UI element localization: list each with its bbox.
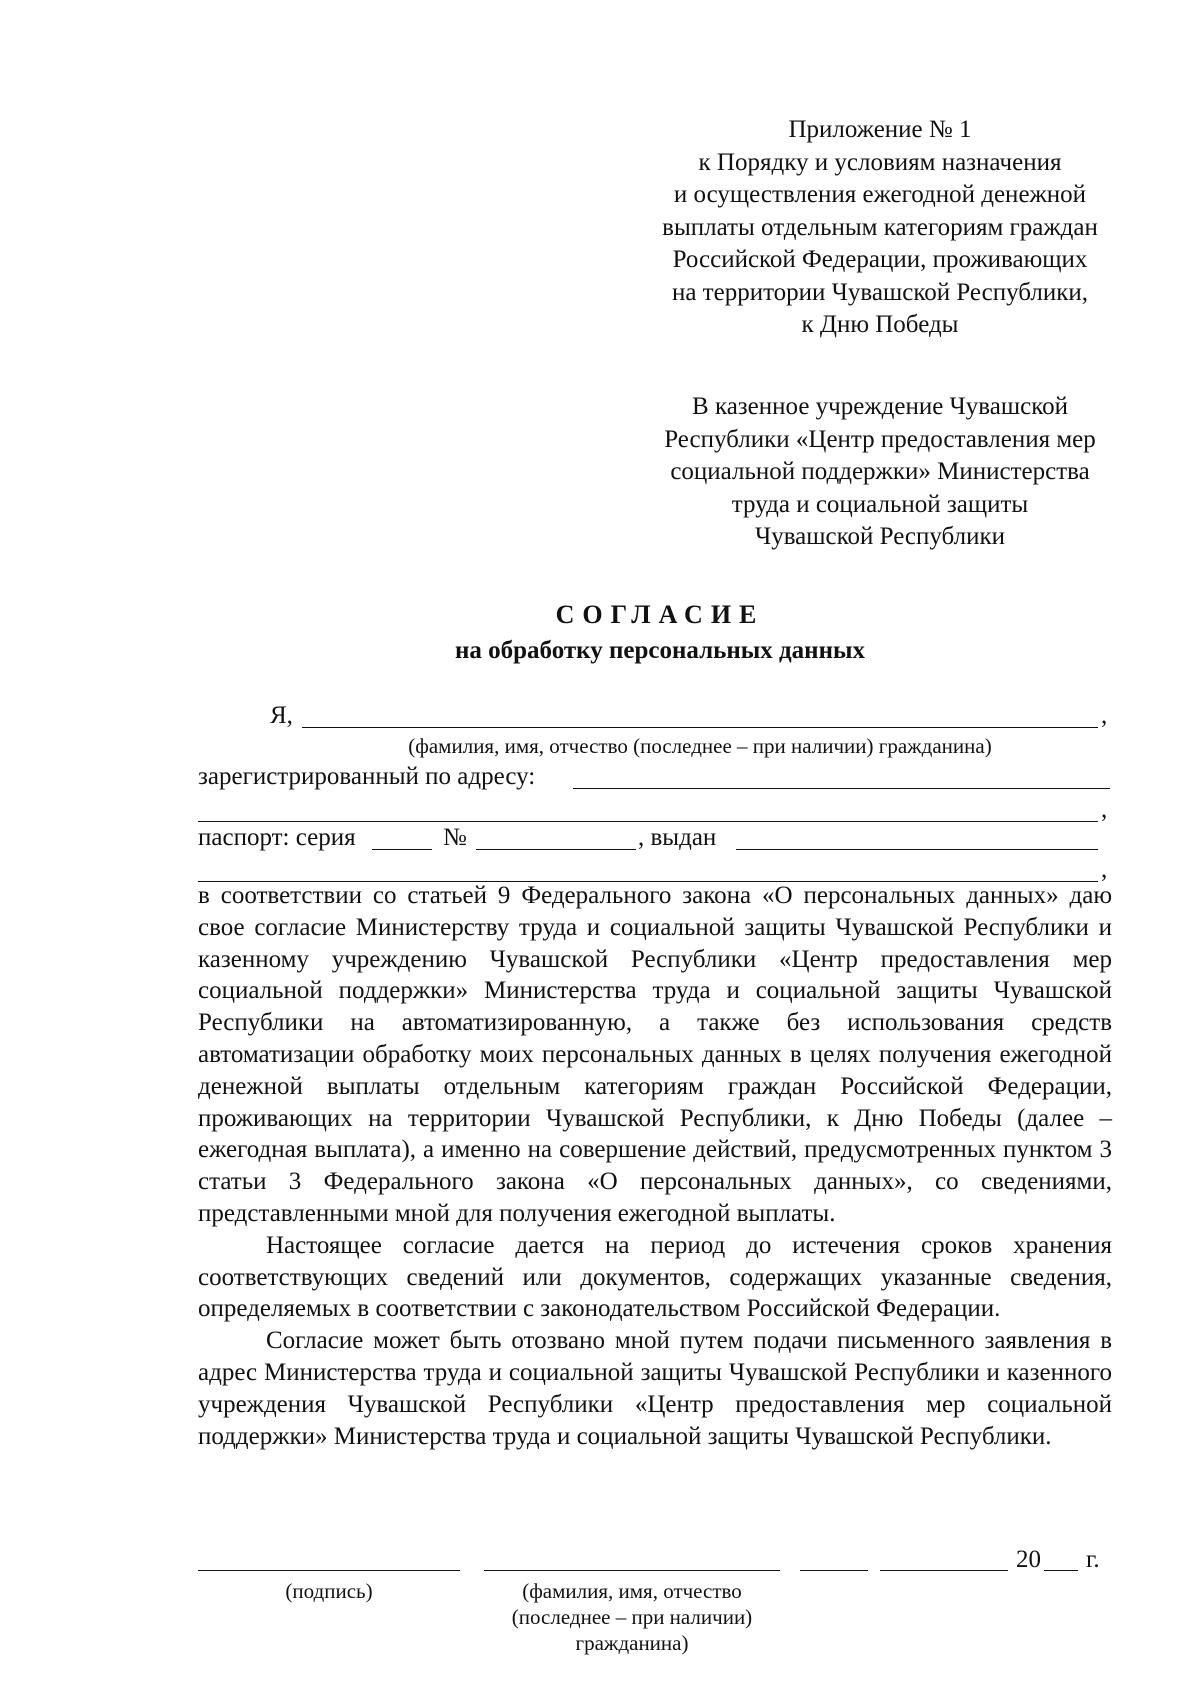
passport-number-field[interactable] — [476, 849, 636, 850]
consent-paragraph: Согласие может быть отозвано мной путем подачи письменного заявления в адрес Министерства труда и социальной защиты Чувашской Республики и казенного учреждения Чувашской Республики «Центр предоставления мер социальной поддержки» Министерства труда и социальной защиты Чувашской Республики. — [198, 1327, 1112, 1450]
annex-line: к Порядку и условиям назначения — [698, 148, 1062, 176]
addressee-block — [640, 391, 1120, 554]
full-name-caption — [484, 1578, 780, 1656]
issued-label: , выдан — [638, 824, 717, 851]
full-name-caption-line: (фамилия, имя, отчество — [522, 1579, 742, 1603]
annex-line: на территории Чувашской Республики, — [671, 278, 1089, 306]
passport-number-label: № — [443, 824, 467, 851]
addressee-line: социальной поддержки» Министерства — [670, 458, 1090, 485]
annex-line: к Дню Победы — [801, 311, 959, 338]
date-month-field[interactable] — [880, 1570, 1008, 1571]
comma: , — [1101, 796, 1108, 823]
document-subtitle: на обработку персональных данных — [455, 637, 865, 664]
address-field[interactable] — [573, 788, 1110, 789]
addressee-line: Республики «Центр предоставления мер — [664, 425, 1096, 453]
issued-by-field[interactable] — [736, 849, 1098, 850]
year-prefix: 20 — [1016, 1546, 1041, 1573]
annex-line: выплаты отдельным категориям граждан — [662, 213, 1098, 241]
i-label: Я, — [270, 702, 293, 729]
consent-paragraph: Настоящее согласие дается на период до истечения сроков хранения соответствующих сведений или документов, содержащих указанные сведения, определяемых в соответствии с законодательством Российской Федерации. — [198, 1231, 1112, 1323]
annex-line: и осуществления ежегодной денежной — [673, 181, 1087, 208]
address-row — [198, 760, 1112, 794]
address-label: зарегистрированный по адресу: — [198, 763, 536, 790]
full-name-field[interactable] — [484, 1570, 780, 1571]
annex-header — [640, 114, 1120, 342]
name-field[interactable] — [302, 727, 1098, 728]
full-name-caption-line: (последнее – при наличии) — [511, 1605, 753, 1629]
addressee-line: В казенное учреждение Чувашской — [692, 393, 1068, 420]
name-row — [198, 699, 1112, 733]
document-title: СОГЛАСИЕ — [555, 600, 765, 629]
signature-field[interactable] — [198, 1570, 460, 1571]
passport-series-field[interactable] — [372, 849, 432, 850]
comma: , — [1101, 702, 1108, 729]
comma: , — [1101, 856, 1108, 883]
date-day-field[interactable] — [800, 1570, 868, 1571]
name-hint: (фамилия, имя, отчество (последнее – при наличии) гражданина) — [408, 734, 992, 758]
addressee-line: Чувашской Республики — [754, 523, 1006, 550]
consent-paragraph: в соответствии со статьей 9 Федерального закона «О персональных данных» даю свое согласие Министерству труда и социальной защиты Чувашской Республики и казенному учреждению Чувашской Республики «Центр предоставления мер социальной поддержки» Министерства труда и социальной защиты Чувашской Республики на автоматизированную, а также без использования средств автоматизации обработку моих персональных данных в целях получения ежегодной денежной выплаты отдельным категориям граждан Российской Федерации, проживающих на территории Чувашской Республики, к Дню Победы (далее – ежегодная выплата), а именно на совершение действий, предусмотренных пунктом 3 статьи 3 Федерального закона «О персональных данных», со сведениями, представленными мной для получения ежегодной выплаты. — [198, 882, 1112, 1227]
consent-body — [198, 880, 1112, 1452]
annex-line: Российской Федерации, проживающих — [672, 246, 1088, 273]
passport-series-label: паспорт: серия — [198, 824, 356, 851]
date-year-field[interactable] — [1044, 1570, 1078, 1571]
signature-caption: (подпись) — [285, 1579, 373, 1603]
full-name-caption-line: гражданина) — [575, 1631, 689, 1655]
year-suffix: г. — [1086, 1546, 1100, 1573]
addressee-line: труда и социальной защиты — [731, 490, 1029, 518]
annex-line: Приложение № 1 — [788, 116, 972, 143]
passport-row — [198, 821, 1112, 855]
